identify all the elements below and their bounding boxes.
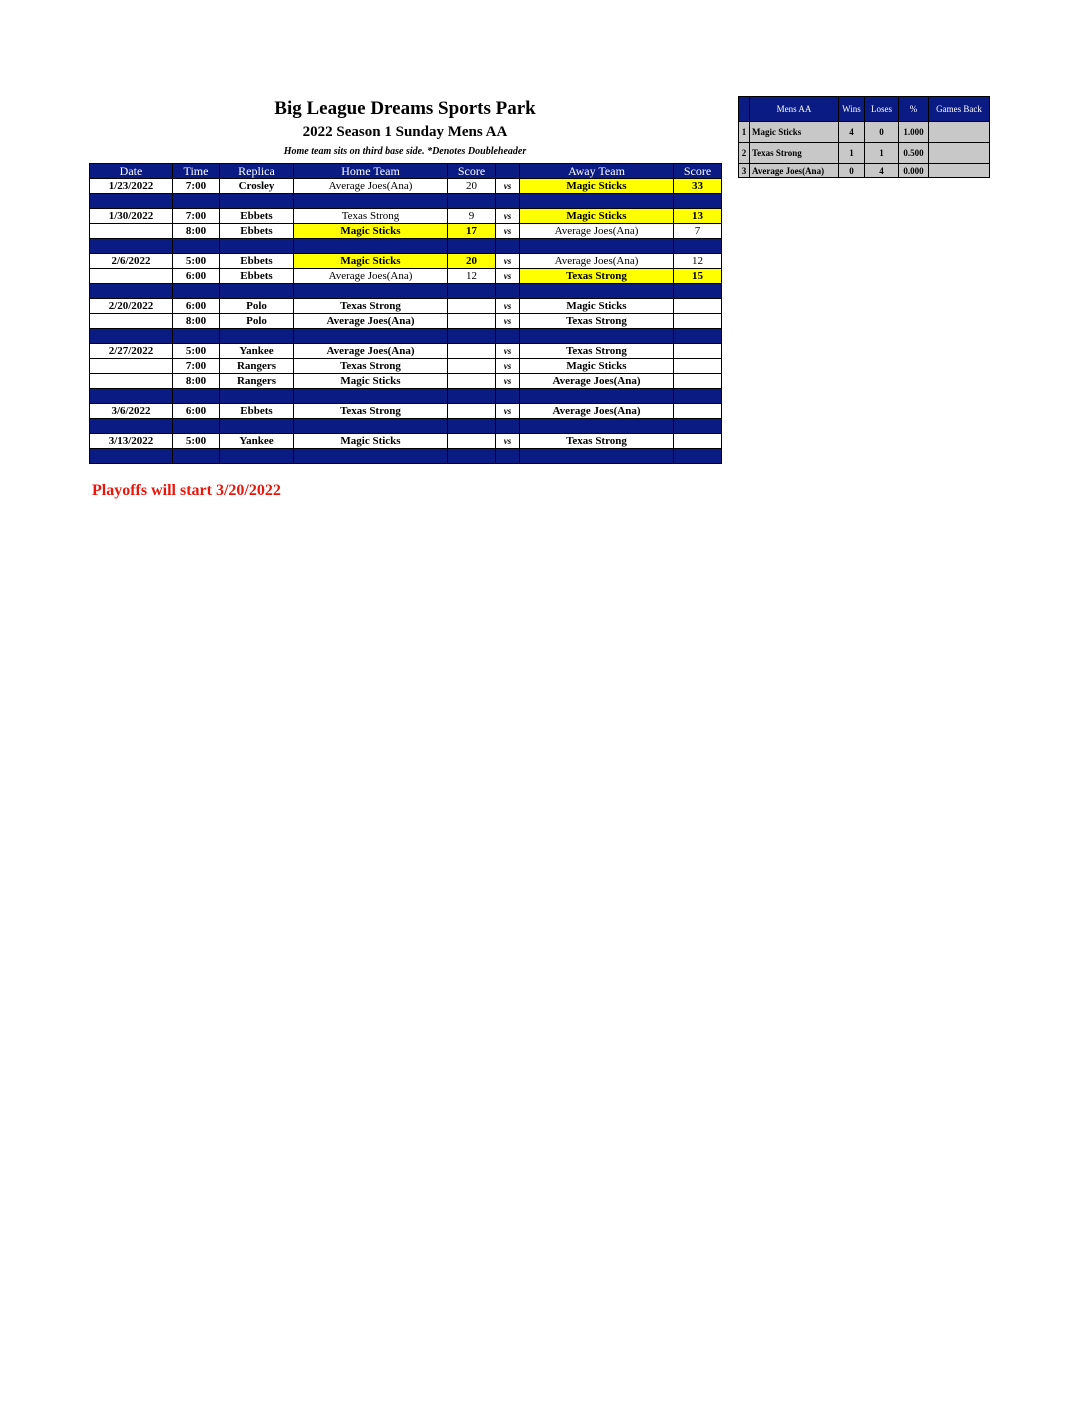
- time-cell: 7:00: [173, 179, 220, 194]
- table-row: [90, 299, 722, 314]
- standings-header-row: [739, 97, 990, 122]
- date-cell: 2/6/2022: [90, 254, 173, 269]
- separator-cell: [90, 449, 173, 464]
- time-cell: 7:00: [173, 359, 220, 374]
- table-row: [90, 359, 722, 374]
- table-row: [90, 179, 722, 194]
- away-score-cell: [674, 344, 722, 359]
- separator-cell: [520, 329, 674, 344]
- away-team-cell: Texas Strong: [520, 434, 674, 449]
- date-cell: 1/30/2022: [90, 209, 173, 224]
- page-subtitle: 2022 Season 1 Sunday Mens AA: [302, 124, 508, 140]
- column-header: Loses: [865, 97, 899, 122]
- field-cell: Polo: [220, 299, 294, 314]
- time-cell: 8:00: [173, 374, 220, 389]
- table-row: [90, 254, 722, 269]
- separator-cell: [220, 284, 294, 299]
- home-team-cell: Average Joes(Ana): [294, 344, 448, 359]
- rank-cell: 1: [739, 122, 750, 143]
- column-header: [739, 97, 750, 122]
- vs-cell: vs: [496, 359, 520, 374]
- standings-row: [739, 122, 990, 143]
- playoffs-notice: Playoffs will start 3/20/2022: [92, 482, 281, 499]
- home-team-cell: Magic Sticks: [294, 254, 448, 269]
- field-cell: Crosley: [220, 179, 294, 194]
- separator-cell: [520, 194, 674, 209]
- column-header: Games Back: [929, 97, 990, 122]
- date-cell: 2/20/2022: [90, 299, 173, 314]
- separator-cell: [90, 389, 173, 404]
- home-team-cell: Average Joes(Ana): [294, 179, 448, 194]
- vs-cell: vs: [496, 299, 520, 314]
- vs-cell: vs: [496, 434, 520, 449]
- separator-cell: [448, 284, 496, 299]
- standings-body: [739, 122, 990, 178]
- column-header: %: [899, 97, 929, 122]
- separator-cell: [674, 449, 722, 464]
- separator-cell: [674, 284, 722, 299]
- separator-cell: [294, 419, 448, 434]
- separator-cell: [520, 449, 674, 464]
- vs-cell: vs: [496, 254, 520, 269]
- separator-cell: [173, 239, 220, 254]
- away-team-cell: Average Joes(Ana): [520, 254, 674, 269]
- column-header: Replica: [220, 164, 294, 179]
- time-cell: 8:00: [173, 314, 220, 329]
- separator-cell: [674, 239, 722, 254]
- date-cell: [90, 314, 173, 329]
- away-score-cell: 13: [674, 209, 722, 224]
- separator-cell: [220, 449, 294, 464]
- away-team-cell: Average Joes(Ana): [520, 404, 674, 419]
- date-cell: [90, 224, 173, 239]
- wins-cell: 0: [839, 164, 865, 178]
- column-header: Wins: [839, 97, 865, 122]
- vs-cell: vs: [496, 404, 520, 419]
- away-score-cell: [674, 374, 722, 389]
- away-score-cell: 33: [674, 179, 722, 194]
- away-score-cell: [674, 404, 722, 419]
- field-cell: Rangers: [220, 359, 294, 374]
- table-row: [90, 209, 722, 224]
- separator-row: [90, 389, 722, 404]
- separator-row: [90, 449, 722, 464]
- rank-cell: 2: [739, 143, 750, 164]
- field-cell: Ebbets: [220, 254, 294, 269]
- separator-cell: [496, 239, 520, 254]
- column-header: Date: [90, 164, 173, 179]
- separator-row: [90, 239, 722, 254]
- field-cell: Ebbets: [220, 209, 294, 224]
- column-header: Score: [674, 164, 722, 179]
- separator-cell: [220, 194, 294, 209]
- separator-cell: [520, 239, 674, 254]
- separator-cell: [674, 419, 722, 434]
- pct-cell: 1.000: [899, 122, 929, 143]
- standings-row: [739, 143, 990, 164]
- home-score-cell: [448, 404, 496, 419]
- separator-cell: [294, 284, 448, 299]
- separator-cell: [520, 419, 674, 434]
- date-cell: 2/27/2022: [90, 344, 173, 359]
- separator-cell: [173, 419, 220, 434]
- home-score-cell: 9: [448, 209, 496, 224]
- loses-cell: 0: [865, 122, 899, 143]
- time-cell: 5:00: [173, 344, 220, 359]
- home-score-cell: [448, 359, 496, 374]
- separator-cell: [173, 194, 220, 209]
- field-cell: Ebbets: [220, 269, 294, 284]
- away-team-cell: Magic Sticks: [520, 179, 674, 194]
- team-cell: Texas Strong: [750, 143, 839, 164]
- date-cell: [90, 359, 173, 374]
- home-team-cell: Texas Strong: [294, 359, 448, 374]
- separator-cell: [496, 419, 520, 434]
- home-score-cell: [448, 374, 496, 389]
- home-team-cell: Average Joes(Ana): [294, 314, 448, 329]
- separator-cell: [496, 449, 520, 464]
- separator-cell: [173, 449, 220, 464]
- games-back-cell: [929, 143, 990, 164]
- separator-row: [90, 284, 722, 299]
- table-row: [90, 224, 722, 239]
- date-cell: [90, 269, 173, 284]
- separator-cell: [220, 239, 294, 254]
- time-cell: 6:00: [173, 299, 220, 314]
- column-header: Time: [173, 164, 220, 179]
- field-cell: Yankee: [220, 344, 294, 359]
- home-score-cell: 20: [448, 179, 496, 194]
- column-header: Away Team: [520, 164, 674, 179]
- pct-cell: 0.000: [899, 164, 929, 178]
- table-row: [90, 374, 722, 389]
- home-score-cell: [448, 314, 496, 329]
- away-team-cell: Texas Strong: [520, 314, 674, 329]
- field-cell: Polo: [220, 314, 294, 329]
- separator-cell: [448, 329, 496, 344]
- rank-cell: 3: [739, 164, 750, 178]
- separator-cell: [220, 419, 294, 434]
- away-score-cell: [674, 299, 722, 314]
- home-team-cell: Magic Sticks: [294, 224, 448, 239]
- home-score-cell: [448, 434, 496, 449]
- vs-cell: vs: [496, 344, 520, 359]
- separator-cell: [674, 194, 722, 209]
- date-cell: 1/23/2022: [90, 179, 173, 194]
- home-team-cell: Texas Strong: [294, 299, 448, 314]
- wins-cell: 1: [839, 143, 865, 164]
- home-team-cell: Average Joes(Ana): [294, 269, 448, 284]
- time-cell: 5:00: [173, 254, 220, 269]
- separator-cell: [173, 389, 220, 404]
- field-cell: Ebbets: [220, 224, 294, 239]
- table-row: [90, 344, 722, 359]
- separator-cell: [520, 284, 674, 299]
- page-title: Big League Dreams Sports Park: [274, 98, 536, 119]
- home-score-cell: 20: [448, 254, 496, 269]
- away-team-cell: Average Joes(Ana): [520, 374, 674, 389]
- vs-cell: vs: [496, 374, 520, 389]
- home-score-cell: [448, 344, 496, 359]
- column-header: Home Team: [294, 164, 448, 179]
- separator-cell: [294, 449, 448, 464]
- wins-cell: 4: [839, 122, 865, 143]
- separator-cell: [173, 329, 220, 344]
- separator-cell: [448, 239, 496, 254]
- away-score-cell: 12: [674, 254, 722, 269]
- separator-cell: [90, 284, 173, 299]
- loses-cell: 4: [865, 164, 899, 178]
- schedule-note: Home team sits on third base side. *Denotes Doubleheader: [283, 146, 527, 157]
- standings-row: [739, 164, 990, 178]
- separator-cell: [496, 284, 520, 299]
- separator-cell: [674, 329, 722, 344]
- separator-row: [90, 419, 722, 434]
- home-score-cell: 12: [448, 269, 496, 284]
- away-score-cell: 7: [674, 224, 722, 239]
- away-score-cell: [674, 314, 722, 329]
- date-cell: 3/13/2022: [90, 434, 173, 449]
- schedule-body: [90, 179, 722, 464]
- separator-cell: [448, 194, 496, 209]
- games-back-cell: [929, 122, 990, 143]
- games-back-cell: [929, 164, 990, 178]
- pct-cell: 0.500: [899, 143, 929, 164]
- separator-cell: [90, 239, 173, 254]
- table-row: [90, 434, 722, 449]
- field-cell: Rangers: [220, 374, 294, 389]
- column-header: [496, 164, 520, 179]
- column-header: Mens AA: [750, 97, 839, 122]
- home-team-cell: Magic Sticks: [294, 374, 448, 389]
- time-cell: 6:00: [173, 269, 220, 284]
- team-cell: Average Joes(Ana): [750, 164, 839, 178]
- separator-cell: [448, 389, 496, 404]
- time-cell: 7:00: [173, 209, 220, 224]
- away-team-cell: Average Joes(Ana): [520, 224, 674, 239]
- vs-cell: vs: [496, 209, 520, 224]
- separator-cell: [520, 389, 674, 404]
- separator-cell: [220, 329, 294, 344]
- separator-cell: [496, 389, 520, 404]
- team-cell: Magic Sticks: [750, 122, 839, 143]
- vs-cell: vs: [496, 314, 520, 329]
- home-score-cell: [448, 299, 496, 314]
- separator-row: [90, 194, 722, 209]
- separator-cell: [90, 329, 173, 344]
- separator-row: [90, 329, 722, 344]
- away-team-cell: Magic Sticks: [520, 359, 674, 374]
- away-score-cell: [674, 434, 722, 449]
- away-team-cell: Magic Sticks: [520, 299, 674, 314]
- away-score-cell: [674, 359, 722, 374]
- separator-cell: [90, 194, 173, 209]
- table-row: [90, 269, 722, 284]
- home-team-cell: Texas Strong: [294, 404, 448, 419]
- separator-cell: [448, 449, 496, 464]
- table-row: [90, 404, 722, 419]
- date-cell: 3/6/2022: [90, 404, 173, 419]
- separator-cell: [496, 194, 520, 209]
- away-team-cell: Texas Strong: [520, 269, 674, 284]
- table-row: [90, 314, 722, 329]
- home-team-cell: Texas Strong: [294, 209, 448, 224]
- time-cell: 5:00: [173, 434, 220, 449]
- separator-cell: [294, 329, 448, 344]
- away-score-cell: 15: [674, 269, 722, 284]
- field-cell: Ebbets: [220, 404, 294, 419]
- vs-cell: vs: [496, 269, 520, 284]
- separator-cell: [674, 389, 722, 404]
- separator-cell: [173, 284, 220, 299]
- vs-cell: vs: [496, 179, 520, 194]
- field-cell: Yankee: [220, 434, 294, 449]
- vs-cell: vs: [496, 224, 520, 239]
- separator-cell: [294, 389, 448, 404]
- separator-cell: [294, 239, 448, 254]
- time-cell: 6:00: [173, 404, 220, 419]
- separator-cell: [90, 419, 173, 434]
- date-cell: [90, 374, 173, 389]
- time-cell: 8:00: [173, 224, 220, 239]
- standings-table: [738, 96, 990, 178]
- separator-cell: [220, 389, 294, 404]
- away-team-cell: Magic Sticks: [520, 209, 674, 224]
- schedule-header-row: [90, 164, 722, 179]
- home-team-cell: Magic Sticks: [294, 434, 448, 449]
- separator-cell: [294, 194, 448, 209]
- separator-cell: [448, 419, 496, 434]
- home-score-cell: 17: [448, 224, 496, 239]
- separator-cell: [496, 329, 520, 344]
- away-team-cell: Texas Strong: [520, 344, 674, 359]
- column-header: Score: [448, 164, 496, 179]
- schedule-table: [89, 163, 722, 464]
- loses-cell: 1: [865, 143, 899, 164]
